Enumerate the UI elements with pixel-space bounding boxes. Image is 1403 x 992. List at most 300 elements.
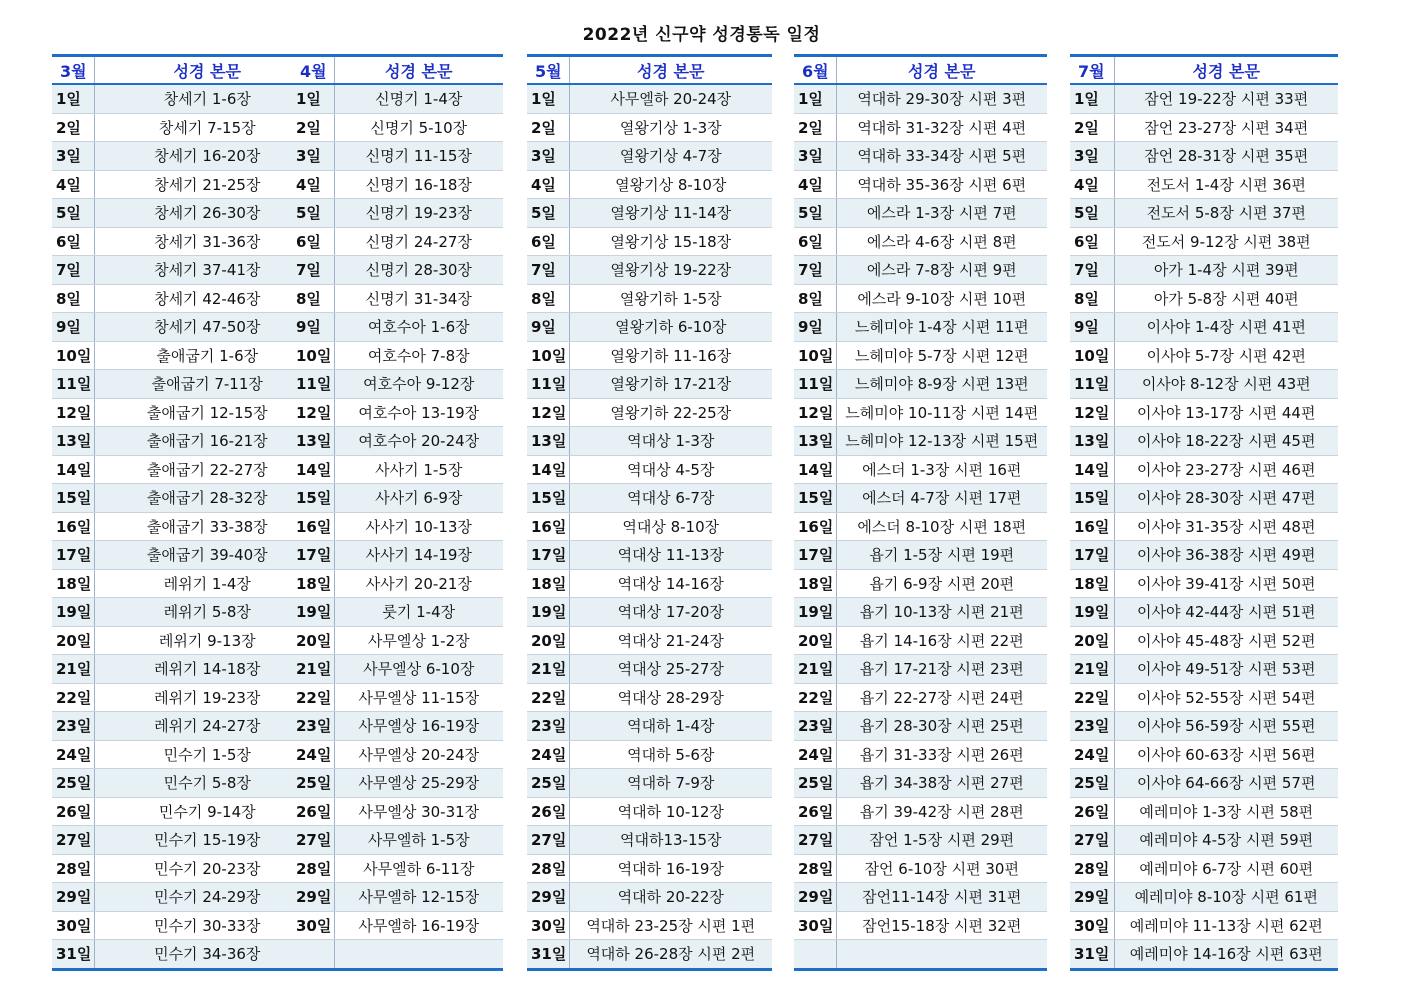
table-row	[52, 484, 320, 513]
column-header-text: 성경 본문	[836, 56, 1047, 85]
reading-cell: 역대상 4-5장	[569, 455, 772, 484]
day-cell: 16일	[1070, 512, 1114, 541]
day-cell: 17일	[52, 541, 94, 570]
table-row	[794, 284, 1047, 313]
reading-cell: 사무엘상 6-10장	[334, 655, 503, 684]
table-row	[794, 256, 1047, 285]
reading-cell: 에스더 4-7장 시편 17편	[836, 484, 1047, 513]
day-cell: 25일	[292, 769, 334, 798]
reading-cell: 창세기 7-15장	[94, 113, 320, 142]
reading-cell: 역대하 5-6장	[569, 740, 772, 769]
reading-cell: 창세기 31-36장	[94, 227, 320, 256]
day-cell: 9일	[1070, 313, 1114, 342]
reading-cell: 느헤미야 5-7장 시편 12편	[836, 341, 1047, 370]
day-cell: 31일	[1070, 940, 1114, 970]
table-row	[52, 427, 320, 456]
day-cell: 27일	[527, 826, 569, 855]
reading-cell: 욥기 28-30장 시편 25편	[836, 712, 1047, 741]
reading-cell: 역대하 35-36장 시편 6편	[836, 170, 1047, 199]
table-row	[527, 313, 772, 342]
table-row	[527, 826, 772, 855]
month-label: 5월	[527, 56, 569, 85]
day-cell: 14일	[794, 455, 836, 484]
reading-cell: 이사야 39-41장 시편 50편	[1114, 569, 1338, 598]
reading-cell: 에스더 8-10장 시편 18편	[836, 512, 1047, 541]
day-cell: 14일	[527, 455, 569, 484]
day-cell: 10일	[1070, 341, 1114, 370]
day-cell: 29일	[794, 883, 836, 912]
day-cell: 30일	[794, 911, 836, 940]
day-cell: 3일	[794, 142, 836, 171]
reading-cell: 아가 1-4장 시편 39편	[1114, 256, 1338, 285]
table-row	[52, 227, 320, 256]
reading-cell: 역대하13-15장	[569, 826, 772, 855]
day-cell: 21일	[292, 655, 334, 684]
table-row	[292, 170, 503, 199]
day-cell: 25일	[794, 769, 836, 798]
reading-cell: 민수기 30-33장	[94, 911, 320, 940]
day-cell: 15일	[292, 484, 334, 513]
day-cell: 30일	[52, 911, 94, 940]
reading-cell: 열왕기상 15-18장	[569, 227, 772, 256]
table-row	[1070, 740, 1338, 769]
reading-cell: 역대하 26-28장 시편 2편	[569, 940, 772, 970]
day-cell: 5일	[794, 199, 836, 228]
day-cell: 15일	[527, 484, 569, 513]
day-cell: 17일	[292, 541, 334, 570]
table-row	[292, 683, 503, 712]
day-cell: 11일	[1070, 370, 1114, 399]
reading-cell: 예레미야 14-16장 시편 63편	[1114, 940, 1338, 970]
day-cell: 17일	[794, 541, 836, 570]
reading-cell: 신명기 16-18장	[334, 170, 503, 199]
day-cell: 26일	[1070, 797, 1114, 826]
table-row	[1070, 569, 1338, 598]
day-cell: 24일	[292, 740, 334, 769]
table-row	[52, 170, 320, 199]
table-row	[1070, 455, 1338, 484]
day-cell: 12일	[292, 398, 334, 427]
day-cell: 17일	[1070, 541, 1114, 570]
table-row	[52, 455, 320, 484]
table-row	[527, 712, 772, 741]
reading-cell: 역대상 6-7장	[569, 484, 772, 513]
day-cell: 27일	[794, 826, 836, 855]
reading-cell	[334, 940, 503, 970]
day-cell: 20일	[292, 626, 334, 655]
table-row	[527, 199, 772, 228]
day-cell: 3일	[527, 142, 569, 171]
reading-cell: 에스라 4-6장 시편 8편	[836, 227, 1047, 256]
day-cell: 23일	[527, 712, 569, 741]
table-row	[1070, 797, 1338, 826]
day-cell: 13일	[794, 427, 836, 456]
table-row	[292, 541, 503, 570]
reading-cell: 역대하 1-4장	[569, 712, 772, 741]
day-cell	[292, 940, 334, 970]
reading-cell: 역대하 33-34장 시편 5편	[836, 142, 1047, 171]
reading-cell: 이사야 36-38장 시편 49편	[1114, 541, 1338, 570]
day-cell: 26일	[292, 797, 334, 826]
table-row	[292, 626, 503, 655]
day-cell: 1일	[794, 84, 836, 113]
reading-cell: 열왕기상 11-14장	[569, 199, 772, 228]
reading-cell: 욥기 17-21장 시편 23편	[836, 655, 1047, 684]
table-row	[1070, 142, 1338, 171]
table-row	[794, 712, 1047, 741]
table-row	[292, 854, 503, 883]
table-row	[794, 113, 1047, 142]
day-cell: 5일	[292, 199, 334, 228]
day-cell: 13일	[52, 427, 94, 456]
month-table	[1070, 54, 1338, 971]
day-cell: 18일	[292, 569, 334, 598]
day-cell: 29일	[292, 883, 334, 912]
day-cell: 24일	[527, 740, 569, 769]
day-cell: 10일	[794, 341, 836, 370]
reading-cell: 신명기 24-27장	[334, 227, 503, 256]
reading-cell: 사무엘상 25-29장	[334, 769, 503, 798]
reading-cell: 레위기 19-23장	[94, 683, 320, 712]
day-cell: 26일	[527, 797, 569, 826]
table-row	[527, 569, 772, 598]
day-cell: 16일	[794, 512, 836, 541]
reading-cell: 사사기 6-9장	[334, 484, 503, 513]
reading-cell: 열왕기상 19-22장	[569, 256, 772, 285]
reading-cell: 느헤미야 1-4장 시편 11편	[836, 313, 1047, 342]
table-row	[52, 142, 320, 171]
table-row	[52, 598, 320, 627]
day-cell: 23일	[1070, 712, 1114, 741]
table-row	[794, 655, 1047, 684]
reading-cell: 역대상 28-29장	[569, 683, 772, 712]
day-cell: 16일	[527, 512, 569, 541]
day-cell: 14일	[292, 455, 334, 484]
day-cell: 7일	[794, 256, 836, 285]
reading-cell: 사무엘하 12-15장	[334, 883, 503, 912]
reading-cell: 전도서 1-4장 시편 36편	[1114, 170, 1338, 199]
table-row	[794, 940, 1047, 970]
day-cell: 12일	[527, 398, 569, 427]
reading-cell: 욥기 39-42장 시편 28편	[836, 797, 1047, 826]
reading-cell: 출애굽기 33-38장	[94, 512, 320, 541]
table-row	[794, 341, 1047, 370]
reading-cell: 욥기 22-27장 시편 24편	[836, 683, 1047, 712]
day-cell: 10일	[52, 341, 94, 370]
day-cell: 8일	[527, 284, 569, 313]
table-row	[1070, 712, 1338, 741]
day-cell: 24일	[1070, 740, 1114, 769]
month-table	[527, 54, 772, 971]
reading-cell: 잠언 19-22장 시편 33편	[1114, 84, 1338, 113]
table-row	[527, 142, 772, 171]
table-row	[52, 284, 320, 313]
day-cell: 21일	[794, 655, 836, 684]
reading-cell: 잠언11-14장 시편 31편	[836, 883, 1047, 912]
reading-cell: 창세기 47-50장	[94, 313, 320, 342]
table-row	[794, 512, 1047, 541]
table-row	[527, 797, 772, 826]
day-cell: 22일	[794, 683, 836, 712]
day-cell: 9일	[794, 313, 836, 342]
table-row	[527, 341, 772, 370]
reading-cell: 이사야 56-59장 시편 55편	[1114, 712, 1338, 741]
table-row	[292, 484, 503, 513]
day-cell: 6일	[292, 227, 334, 256]
day-cell: 28일	[527, 854, 569, 883]
table-row	[527, 854, 772, 883]
day-cell: 11일	[52, 370, 94, 399]
reading-cell: 신명기 1-4장	[334, 84, 503, 113]
reading-cell: 열왕기하 17-21장	[569, 370, 772, 399]
reading-cell: 레위기 5-8장	[94, 598, 320, 627]
table-row	[794, 854, 1047, 883]
reading-cell: 역대하 23-25장 시편 1편	[569, 911, 772, 940]
reading-cell: 신명기 31-34장	[334, 284, 503, 313]
reading-cell: 출애굽기 12-15장	[94, 398, 320, 427]
table-row	[1070, 854, 1338, 883]
table-row	[1070, 341, 1338, 370]
table-row	[794, 911, 1047, 940]
day-cell: 26일	[52, 797, 94, 826]
table-row	[292, 769, 503, 798]
table-row	[527, 84, 772, 113]
day-cell: 16일	[52, 512, 94, 541]
table-row	[292, 256, 503, 285]
day-cell: 8일	[292, 284, 334, 313]
table-row	[292, 427, 503, 456]
day-cell: 19일	[1070, 598, 1114, 627]
reading-cell: 신명기 19-23장	[334, 199, 503, 228]
day-cell: 12일	[1070, 398, 1114, 427]
reading-cell: 역대상 17-20장	[569, 598, 772, 627]
reading-cell: 출애굽기 16-21장	[94, 427, 320, 456]
day-cell: 28일	[1070, 854, 1114, 883]
reading-cell: 사무엘하 1-5장	[334, 826, 503, 855]
reading-cell: 이사야 1-4장 시편 41편	[1114, 313, 1338, 342]
table-row	[52, 911, 320, 940]
day-cell: 14일	[52, 455, 94, 484]
table-row	[794, 313, 1047, 342]
table-row	[292, 826, 503, 855]
table-row	[794, 883, 1047, 912]
table-row	[527, 940, 772, 970]
reading-cell: 사무엘상 30-31장	[334, 797, 503, 826]
table-row	[52, 370, 320, 399]
table-row	[1070, 826, 1338, 855]
table-row	[527, 227, 772, 256]
table-row	[52, 655, 320, 684]
table-row	[52, 797, 320, 826]
day-cell: 28일	[292, 854, 334, 883]
day-cell: 3일	[52, 142, 94, 171]
day-cell: 18일	[794, 569, 836, 598]
table-row	[794, 826, 1047, 855]
reading-cell: 사사기 1-5장	[334, 455, 503, 484]
day-cell: 6일	[1070, 227, 1114, 256]
table-row	[1070, 313, 1338, 342]
month-table	[794, 54, 1047, 971]
table-row	[527, 683, 772, 712]
day-cell: 7일	[1070, 256, 1114, 285]
reading-cell: 신명기 5-10장	[334, 113, 503, 142]
table-row	[1070, 512, 1338, 541]
day-cell: 1일	[52, 84, 94, 113]
table-row	[527, 740, 772, 769]
day-cell: 3일	[1070, 142, 1114, 171]
table-row	[527, 284, 772, 313]
reading-cell: 출애굽기 22-27장	[94, 455, 320, 484]
table-row	[292, 655, 503, 684]
reading-cell: 레위기 1-4장	[94, 569, 320, 598]
reading-cell: 이사야 31-35장 시편 48편	[1114, 512, 1338, 541]
day-cell: 19일	[794, 598, 836, 627]
table-row	[794, 227, 1047, 256]
reading-cell: 역대상 11-13장	[569, 541, 772, 570]
reading-cell: 사사기 10-13장	[334, 512, 503, 541]
day-cell: 4일	[794, 170, 836, 199]
day-cell: 8일	[794, 284, 836, 313]
month-table	[292, 54, 503, 971]
table-row	[52, 256, 320, 285]
day-cell: 22일	[527, 683, 569, 712]
reading-cell: 역대상 8-10장	[569, 512, 772, 541]
table-row	[1070, 911, 1338, 940]
day-cell: 30일	[527, 911, 569, 940]
reading-cell: 이사야 52-55장 시편 54편	[1114, 683, 1338, 712]
day-cell: 20일	[794, 626, 836, 655]
page-title: 2022년 신구약 성경통독 일정	[582, 25, 821, 45]
reading-cell: 욥기 31-33장 시편 26편	[836, 740, 1047, 769]
reading-cell: 민수기 15-19장	[94, 826, 320, 855]
reading-cell: 잠언 23-27장 시편 34편	[1114, 113, 1338, 142]
reading-cell: 여호수아 7-8장	[334, 341, 503, 370]
table-row	[1070, 883, 1338, 912]
month-label: 3월	[52, 56, 94, 85]
day-cell: 20일	[527, 626, 569, 655]
table-row	[1070, 227, 1338, 256]
table-row	[52, 113, 320, 142]
reading-cell: 에스라 9-10장 시편 10편	[836, 284, 1047, 313]
day-cell: 10일	[292, 341, 334, 370]
day-cell: 4일	[52, 170, 94, 199]
table-row	[527, 598, 772, 627]
reading-cell: 예레미야 11-13장 시편 62편	[1114, 911, 1338, 940]
reading-cell: 열왕기상 8-10장	[569, 170, 772, 199]
reading-cell: 민수기 9-14장	[94, 797, 320, 826]
table-row	[292, 883, 503, 912]
reading-cell	[836, 940, 1047, 970]
table-row	[1070, 199, 1338, 228]
reading-cell: 이사야 28-30장 시편 47편	[1114, 484, 1338, 513]
day-cell	[794, 940, 836, 970]
table-row	[52, 313, 320, 342]
reading-cell: 역대하 16-19장	[569, 854, 772, 883]
day-cell: 3일	[292, 142, 334, 171]
table-row	[1070, 398, 1338, 427]
reading-cell: 역대상 14-16장	[569, 569, 772, 598]
table-row	[794, 797, 1047, 826]
reading-cell: 사무엘상 16-19장	[334, 712, 503, 741]
day-cell: 5일	[527, 199, 569, 228]
reading-cell: 에스라 7-8장 시편 9편	[836, 256, 1047, 285]
table-row	[52, 826, 320, 855]
table-row	[1070, 655, 1338, 684]
reading-cell: 룻기 1-4장	[334, 598, 503, 627]
day-cell: 1일	[1070, 84, 1114, 113]
table-row	[527, 113, 772, 142]
day-cell: 26일	[794, 797, 836, 826]
reading-cell: 전도서 5-8장 시편 37편	[1114, 199, 1338, 228]
table-row	[794, 455, 1047, 484]
table-row	[1070, 683, 1338, 712]
day-cell: 21일	[527, 655, 569, 684]
table-row	[527, 455, 772, 484]
day-cell: 22일	[1070, 683, 1114, 712]
reading-cell: 느헤미야 8-9장 시편 13편	[836, 370, 1047, 399]
table-row	[52, 854, 320, 883]
table-row	[527, 256, 772, 285]
day-cell: 20일	[52, 626, 94, 655]
table-row	[292, 712, 503, 741]
table-row	[794, 598, 1047, 627]
table-row	[292, 797, 503, 826]
day-cell: 22일	[292, 683, 334, 712]
reading-cell: 레위기 9-13장	[94, 626, 320, 655]
reading-cell: 역대하 31-32장 시편 4편	[836, 113, 1047, 142]
table-row	[1070, 940, 1338, 970]
day-cell: 30일	[1070, 911, 1114, 940]
day-cell: 8일	[1070, 284, 1114, 313]
table-row	[52, 199, 320, 228]
day-cell: 9일	[527, 313, 569, 342]
day-cell: 13일	[292, 427, 334, 456]
table-row	[794, 398, 1047, 427]
day-cell: 4일	[527, 170, 569, 199]
table-row	[292, 227, 503, 256]
table-row	[794, 569, 1047, 598]
day-cell: 21일	[52, 655, 94, 684]
reading-cell: 열왕기하 6-10장	[569, 313, 772, 342]
reading-cell: 창세기 42-46장	[94, 284, 320, 313]
reading-cell: 여호수아 9-12장	[334, 370, 503, 399]
reading-cell: 열왕기하 11-16장	[569, 341, 772, 370]
day-cell: 25일	[52, 769, 94, 798]
table-row	[52, 512, 320, 541]
reading-cell: 레위기 14-18장	[94, 655, 320, 684]
day-cell: 31일	[52, 940, 94, 970]
table-row	[794, 427, 1047, 456]
reading-cell: 에스더 1-3장 시편 16편	[836, 455, 1047, 484]
day-cell: 22일	[52, 683, 94, 712]
reading-cell: 창세기 37-41장	[94, 256, 320, 285]
table-row	[292, 313, 503, 342]
day-cell: 2일	[527, 113, 569, 142]
reading-cell: 역대하 7-9장	[569, 769, 772, 798]
table-row	[52, 569, 320, 598]
reading-cell: 사사기 14-19장	[334, 541, 503, 570]
reading-cell: 잠언 6-10장 시편 30편	[836, 854, 1047, 883]
reading-cell: 욥기 34-38장 시편 27편	[836, 769, 1047, 798]
day-cell: 29일	[52, 883, 94, 912]
table-row	[794, 769, 1047, 798]
table-row	[527, 170, 772, 199]
reading-cell: 사무엘하 6-11장	[334, 854, 503, 883]
reading-cell: 역대하 29-30장 시편 3편	[836, 84, 1047, 113]
table-row	[52, 626, 320, 655]
table-row	[527, 655, 772, 684]
day-cell: 12일	[52, 398, 94, 427]
